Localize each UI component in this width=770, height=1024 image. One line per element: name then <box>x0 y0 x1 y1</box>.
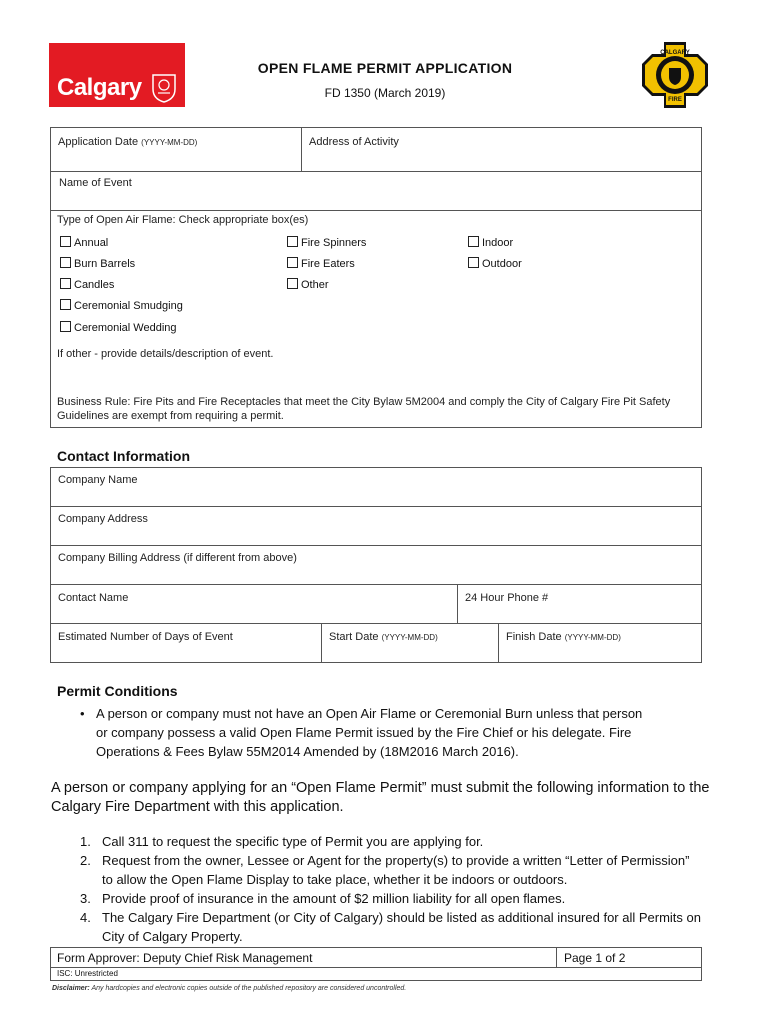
checkbox-box[interactable] <box>60 299 71 310</box>
company-address-field[interactable] <box>50 506 702 546</box>
contact-name-label: Contact Name <box>58 592 129 604</box>
logo-text: Calgary <box>57 74 142 101</box>
checkbox-indoor[interactable]: Indoor <box>468 236 513 249</box>
company-name-label: Company Name <box>58 474 138 486</box>
step-4: The Calgary Fire Department (or City of Calgary) should be listed as additional insured for all Permits on City of Calgary Property. <box>102 910 701 944</box>
flame-type-label: Type of Open Air Flame: Check appropriate box(es) <box>57 214 309 226</box>
checkbox-box[interactable] <box>287 236 298 247</box>
step-number-3: 3. <box>80 891 91 906</box>
isc-cell <box>50 967 702 981</box>
step-1: Call 311 to request the specific type of Permit you are applying for. <box>102 834 484 849</box>
form-approver-cell <box>50 947 557 968</box>
billing-address-label: Company Billing Address (if different from above) <box>58 552 297 564</box>
disclaimer-text: Any hardcopies and electronic copies outside of the published repository are considered uncontrolled. <box>91 985 407 992</box>
fire-department-badge-icon <box>640 40 710 110</box>
application-date-hint: (YYYY-MM-DD) <box>141 138 198 147</box>
checkbox-box[interactable] <box>468 257 479 268</box>
page-number-cell <box>556 947 702 968</box>
days-of-event-label: Estimated Number of Days of Event <box>58 631 233 643</box>
checkbox-candles[interactable]: Candles <box>60 278 114 291</box>
other-details-input[interactable] <box>57 365 692 395</box>
isc-text: ISC: Unrestricted <box>57 969 118 978</box>
contact-information-heading: Contact Information <box>57 448 190 464</box>
checkbox-fire-spinners[interactable]: Fire Spinners <box>287 236 366 249</box>
address-of-activity-field[interactable] <box>301 127 702 172</box>
permit-conditions-heading: Permit Conditions <box>57 683 178 699</box>
start-date-label: Start Date <box>329 631 379 643</box>
application-date-label: Application Date <box>58 136 139 148</box>
step-number-4: 4. <box>80 910 91 925</box>
checkbox-ceremonial-wedding[interactable]: Ceremonial Wedding <box>60 321 177 334</box>
step-2: Request from the owner, Lessee or Agent for the property(s) to provide a written “Letter of Permission” to allow the Open Flame Display to take place, whether it be indoors or outdoors. <box>102 853 690 887</box>
checkbox-annual[interactable]: Annual <box>60 236 108 249</box>
phone-field[interactable] <box>457 584 702 624</box>
checkbox-ceremonial-smudging[interactable]: Ceremonial Smudging <box>60 299 183 312</box>
contact-name-field[interactable] <box>50 584 458 624</box>
checkbox-box[interactable] <box>468 236 479 247</box>
billing-address-field[interactable] <box>50 545 702 585</box>
form-approver-text: Form Approver: Deputy Chief Risk Management <box>57 951 313 965</box>
phone-label: 24 Hour Phone # <box>465 592 549 604</box>
checkbox-box[interactable] <box>60 257 71 268</box>
disclaimer <box>52 985 406 992</box>
submission-intro: A person or company applying for an “Open Flame Permit” must submit the following information to the Calgary Fire Department with this application. <box>51 780 710 815</box>
checkbox-box[interactable] <box>60 278 71 289</box>
finish-date-label: Finish Date <box>506 631 562 643</box>
form-number: FD 1350 (March 2019) <box>324 86 446 100</box>
checkbox-burn-barrels[interactable]: Burn Barrels <box>60 257 135 270</box>
step-3: Provide proof of insurance in the amount of $2 million liability for all open flames. <box>102 891 566 906</box>
other-details-label: If other - provide details/description of event. <box>57 348 274 360</box>
application-date-field[interactable] <box>50 127 302 172</box>
days-of-event-field[interactable] <box>50 623 322 663</box>
start-date-field[interactable] <box>321 623 499 663</box>
start-date-hint: (YYYY-MM-DD) <box>381 633 438 642</box>
page-title: OPEN FLAME PERMIT APPLICATION <box>257 60 513 76</box>
business-rule-text: Business Rule: Fire Pits and Fire Receptacles that meet the City Bylaw 5M2004 and comply the City of Calgary Fire Pit Safety Guidelines are exempt from requiring a permit. <box>57 396 671 422</box>
event-name-label: Name of Event <box>59 177 132 189</box>
disclaimer-label: Disclaimer: <box>52 985 90 992</box>
event-name-field[interactable] <box>50 171 702 211</box>
finish-date-field[interactable] <box>498 623 702 663</box>
checkbox-outdoor[interactable]: Outdoor <box>468 257 522 270</box>
step-number-1: 1. <box>80 834 91 849</box>
permit-condition-bullet: A person or company must not have an Open Air Flame or Ceremonial Burn unless that person or company possess a valid Open Flame Permit issued by the Fire Chief or his delegate. Fire Operations & Fees Bylaw 55M2014 Amended by (18M2016 March 2016). <box>96 706 643 759</box>
address-of-activity-label: Address of Activity <box>309 136 399 148</box>
flame-type-section <box>50 210 702 428</box>
checkbox-box[interactable] <box>287 278 298 289</box>
finish-date-hint: (YYYY-MM-DD) <box>564 633 621 642</box>
checkbox-fire-eaters[interactable]: Fire Eaters <box>287 257 355 270</box>
checkbox-box[interactable] <box>287 257 298 268</box>
company-address-label: Company Address <box>58 513 148 525</box>
badge-bottom-text: FIRE <box>668 97 682 103</box>
bullet-icon: • <box>80 706 85 721</box>
checkbox-other[interactable]: Other <box>287 278 329 291</box>
badge-top-text: CALGARY <box>660 50 690 56</box>
page-number-text: Page 1 of 2 <box>564 951 626 965</box>
checkbox-box[interactable] <box>60 236 71 247</box>
checkbox-box[interactable] <box>60 321 71 332</box>
company-name-field[interactable] <box>50 467 702 507</box>
step-number-2: 2. <box>80 853 91 868</box>
